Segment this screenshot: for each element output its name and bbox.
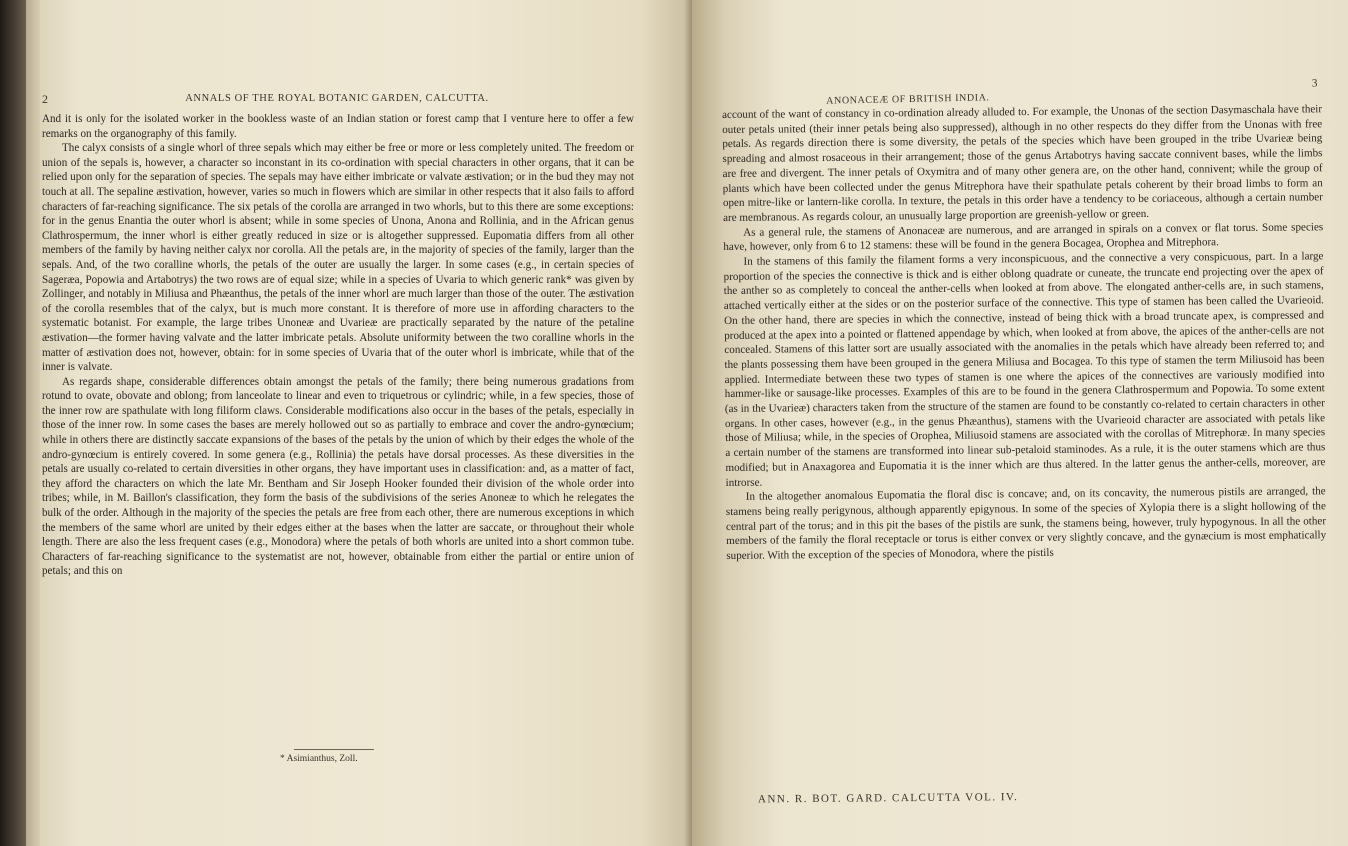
- right-paragraph: As a general rule, the stamens of Anonaceæ are numerous, and are arranged in spirals on a convex or flat torus. Some species have, however, only from 6 to 12 stamens: these will be found in the genera Bocagea, Orophea and Mitrephora.: [723, 220, 1324, 254]
- page-stack-edge: [26, 0, 40, 846]
- left-paragraph: As regards shape, considerable differences obtain amongst the petals of the family; there being numerous gradations from rotund to ovate, obovate and oblong; from lanceolate to linear and even to triquetrous or cylindric; while, in a few species, those of the inner row are spathulate with long filiform claws. Considerable modifications also occur in the bases of the petals, especially in those of the inner row. In some cases the bases are merely hollowed out so as partially to embrace and cover the andro-gynœcium; while in others there are distinctly saccate expansions of the bases of the petals by the union of which by their edges the whole of the andro-gynœcium is entirely covered. In some genera (e.g., Rollinia) the petals have dorsal processes. As these diversities in the petals are usually co-related to certain diversities in other organs, they have important uses in classification: and, as a matter of fact, they afford the characters on which the late Mr. Bentham and Sir Joseph Hooker founded their division of the whole order into tribes; while, in M. Baillon's classification, they form the basis of the subdivisions of the series Anoneæ to which he relegates the bulk of the order. Although in the majority of the species the petals are free from each other, there are numerous exceptions in which the members of the same whorl are united by their edges either at the bases when the latter are saccate, or throughout their whole length. There are also the less frequent cases (e.g., Monodora) where the petals of both whorls are united into a short common tube. Characters of far-reaching significance to the systematist are not, however, obtainable from either the partial or entire union of petals; and this on: [42, 375, 634, 578]
- right-paragraph: account of the want of constancy in co-ordination already alluded to. For example, the Unonas of the section Dasymaschala have their outer petals united (their inner petals being also suppressed), although in no other respects do they differ from the Unonas with free petals. As regards direction there is some diversity, the petals of the species which have been grouped in the tribe Uvarieæ being spreading and almost rosaceous in their arrangement; those of the genus Artabotrys having saccate connivent bases, while the limbs are free and divergent. The inner petals of Oxymitra and of many other genera are, on the other hand, connivent; while the group of plants which have been collected under the genus Mitrephora have their spathulate petals coherent by their broad limbs to form an open mitre-like or lantern-like corolla. In texture, the petals in this order have a tendency to be coriaceous, although a certain number are membranous. As regards colour, an unusually large proportion are greenish-yellow or green.: [722, 103, 1323, 224]
- right-page: [692, 0, 1348, 846]
- left-page-body: [42, 112, 634, 579]
- right-paragraph: In the stamens of this family the filament forms a very inconspicuous, and the connective a very conspicuous, part. In a large proportion of the species the connective is thick and is either oblong quadrate or cuneate, the truncate end projecting over the apex of the anther so as completely to conceal the anther-cells when looked at from above. The elongated anther-cells are, in such stamens, attached vertically either at the sides or on the posterior surface of the connective. This type of stamen has been called the Uvarieoid. On the other hand, there are species in which the connective, instead of being thick with a broad truncate apex, is compressed and produced at the apex into a pointed or flattened appendage by which, when looked at from above, the apices of the anther-cells are not concealed. Stamens of this latter sort are usually associated with the anomalies in the petals which have already been referred to; and the plants possessing them have been grouped in the genera Miliusa and Bocagea. To this type of stamen the term Miliusoid has been applied. Intermediate between these two types of stamen is one where the apices of the connectives are variously modified into hammer-like or sausage-like processes. Examples of this are to be found in the genera Clathrospermum and Popowia. To some extent (as in the Uvarieæ) characters taken from the structure of the stamen are found to be constantly co-related to certain characters in other organs. In other cases, however (e.g., in the genus Phæanthus), stamens with the Uvarieoid character are associated with petals like those of Miliusa; while, in the species of Orophea, Miliusoid stamens are associated with the corollas of Mitrephoræ. In many species a certain number of the stamens are transformed into linear sub-petaloid staminodes. As a rule, it is the outer stamens which are thus modified; but in Anaxagorea and Eupomatia it is the inner which are thus altered. In the latter genus the anther-cells, moreover, are introrse.: [723, 250, 1326, 489]
- plate-label: ANN. R. BOT. GARD. CALCUTTA VOL. IV.: [757, 791, 1019, 806]
- left-page-number: 2: [42, 92, 49, 106]
- footnote: * Asimianthus, Zoll.: [280, 754, 358, 764]
- right-page-number: 3: [1311, 77, 1319, 90]
- left-page: [40, 0, 692, 846]
- left-running-title: ANNALS OF THE ROYAL BOTANIC GARDEN, CALCUTTA.: [185, 93, 489, 104]
- right-running-title: ANONACEÆ OF BRITISH INDIA.: [826, 92, 990, 107]
- right-paragraph: In the altogether anomalous Eupomatia the floral disc is concave; and, on its concavity, the numerous pistils are arranged, the stamens being really perigynous, although apparently epigynous. In some of the species of Xylopia there is a slight hollowing of the central part of the torus; and in this pit the bases of the pistils are sunk, the stamens being, however, truly hypogynous. In all the other members of the family the floral receptacle or torus is either convex or very slightly concave, and the gynæcium is most emphatically superior. With the exception of the species of Monodora, where the pistils: [725, 485, 1327, 563]
- left-paragraph: The calyx consists of a single whorl of three sepals which may either be free or more or less completely united. The freedom or union of the sepals is, however, a character so inconstant in its co-ordination with special characters in other organs, that it can be relied upon only for the separation of species. The sepals may have either imbricate or valvate æstivation; or in the bud they may not touch at all. The sepaline æstivation, however, varies so much in flowers which are similar in other respects that it also fails to afford characters of far-reaching significance. The six petals of the corolla are arranged in two whorls, but to this there are some exceptions: for in the genus Enantia the outer whorl is absent; while in some species of Unona, Anona and Rollinia, and in the African genus Clathrospermum, the inner whorl is either greatly reduced in size or is altogether suppressed. Eupomatia differs from all other members of the family by having neither calyx nor corolla. All the petals are, in the majority of species of the family, larger than the sepals. And, of the two coralline whorls, the petals of the outer are usually the larger. In some cases (e.g., in certain species of Sageræa, Popowia and Artabotrys) the two rows are of equal size; while in a species of Uvaria to which generic rank* was given by Zollinger, and notably in Miliusa and Phæanthus, the petals of the inner whorl are much larger than those of the outer. The æstivation of the corolla resembles that of the calyx, but is much more constant. It is therefore of more use in affording characters to the systematic botanist. For example, the large tribes Unoneæ and Uvarieæ are practically separated by the nature of the petaline æstivation—the former having valvate and the latter imbricate petals. Absolute uniformity between the two coralline whorls in the matter of æstivation does not, however, obtain: for in some species of Uvaria that of the outer whorl is imbricate, while that of the inner is valvate.: [42, 142, 634, 374]
- right-page-body: [722, 102, 1326, 564]
- footnote-rule: [294, 749, 374, 750]
- left-paragraph: And it is only for the isolated worker in the bookless waste of an Indian station or forest camp that I venture here to offer a few remarks on the organography of this family.: [42, 113, 634, 140]
- book-edge-shadow: [0, 0, 26, 846]
